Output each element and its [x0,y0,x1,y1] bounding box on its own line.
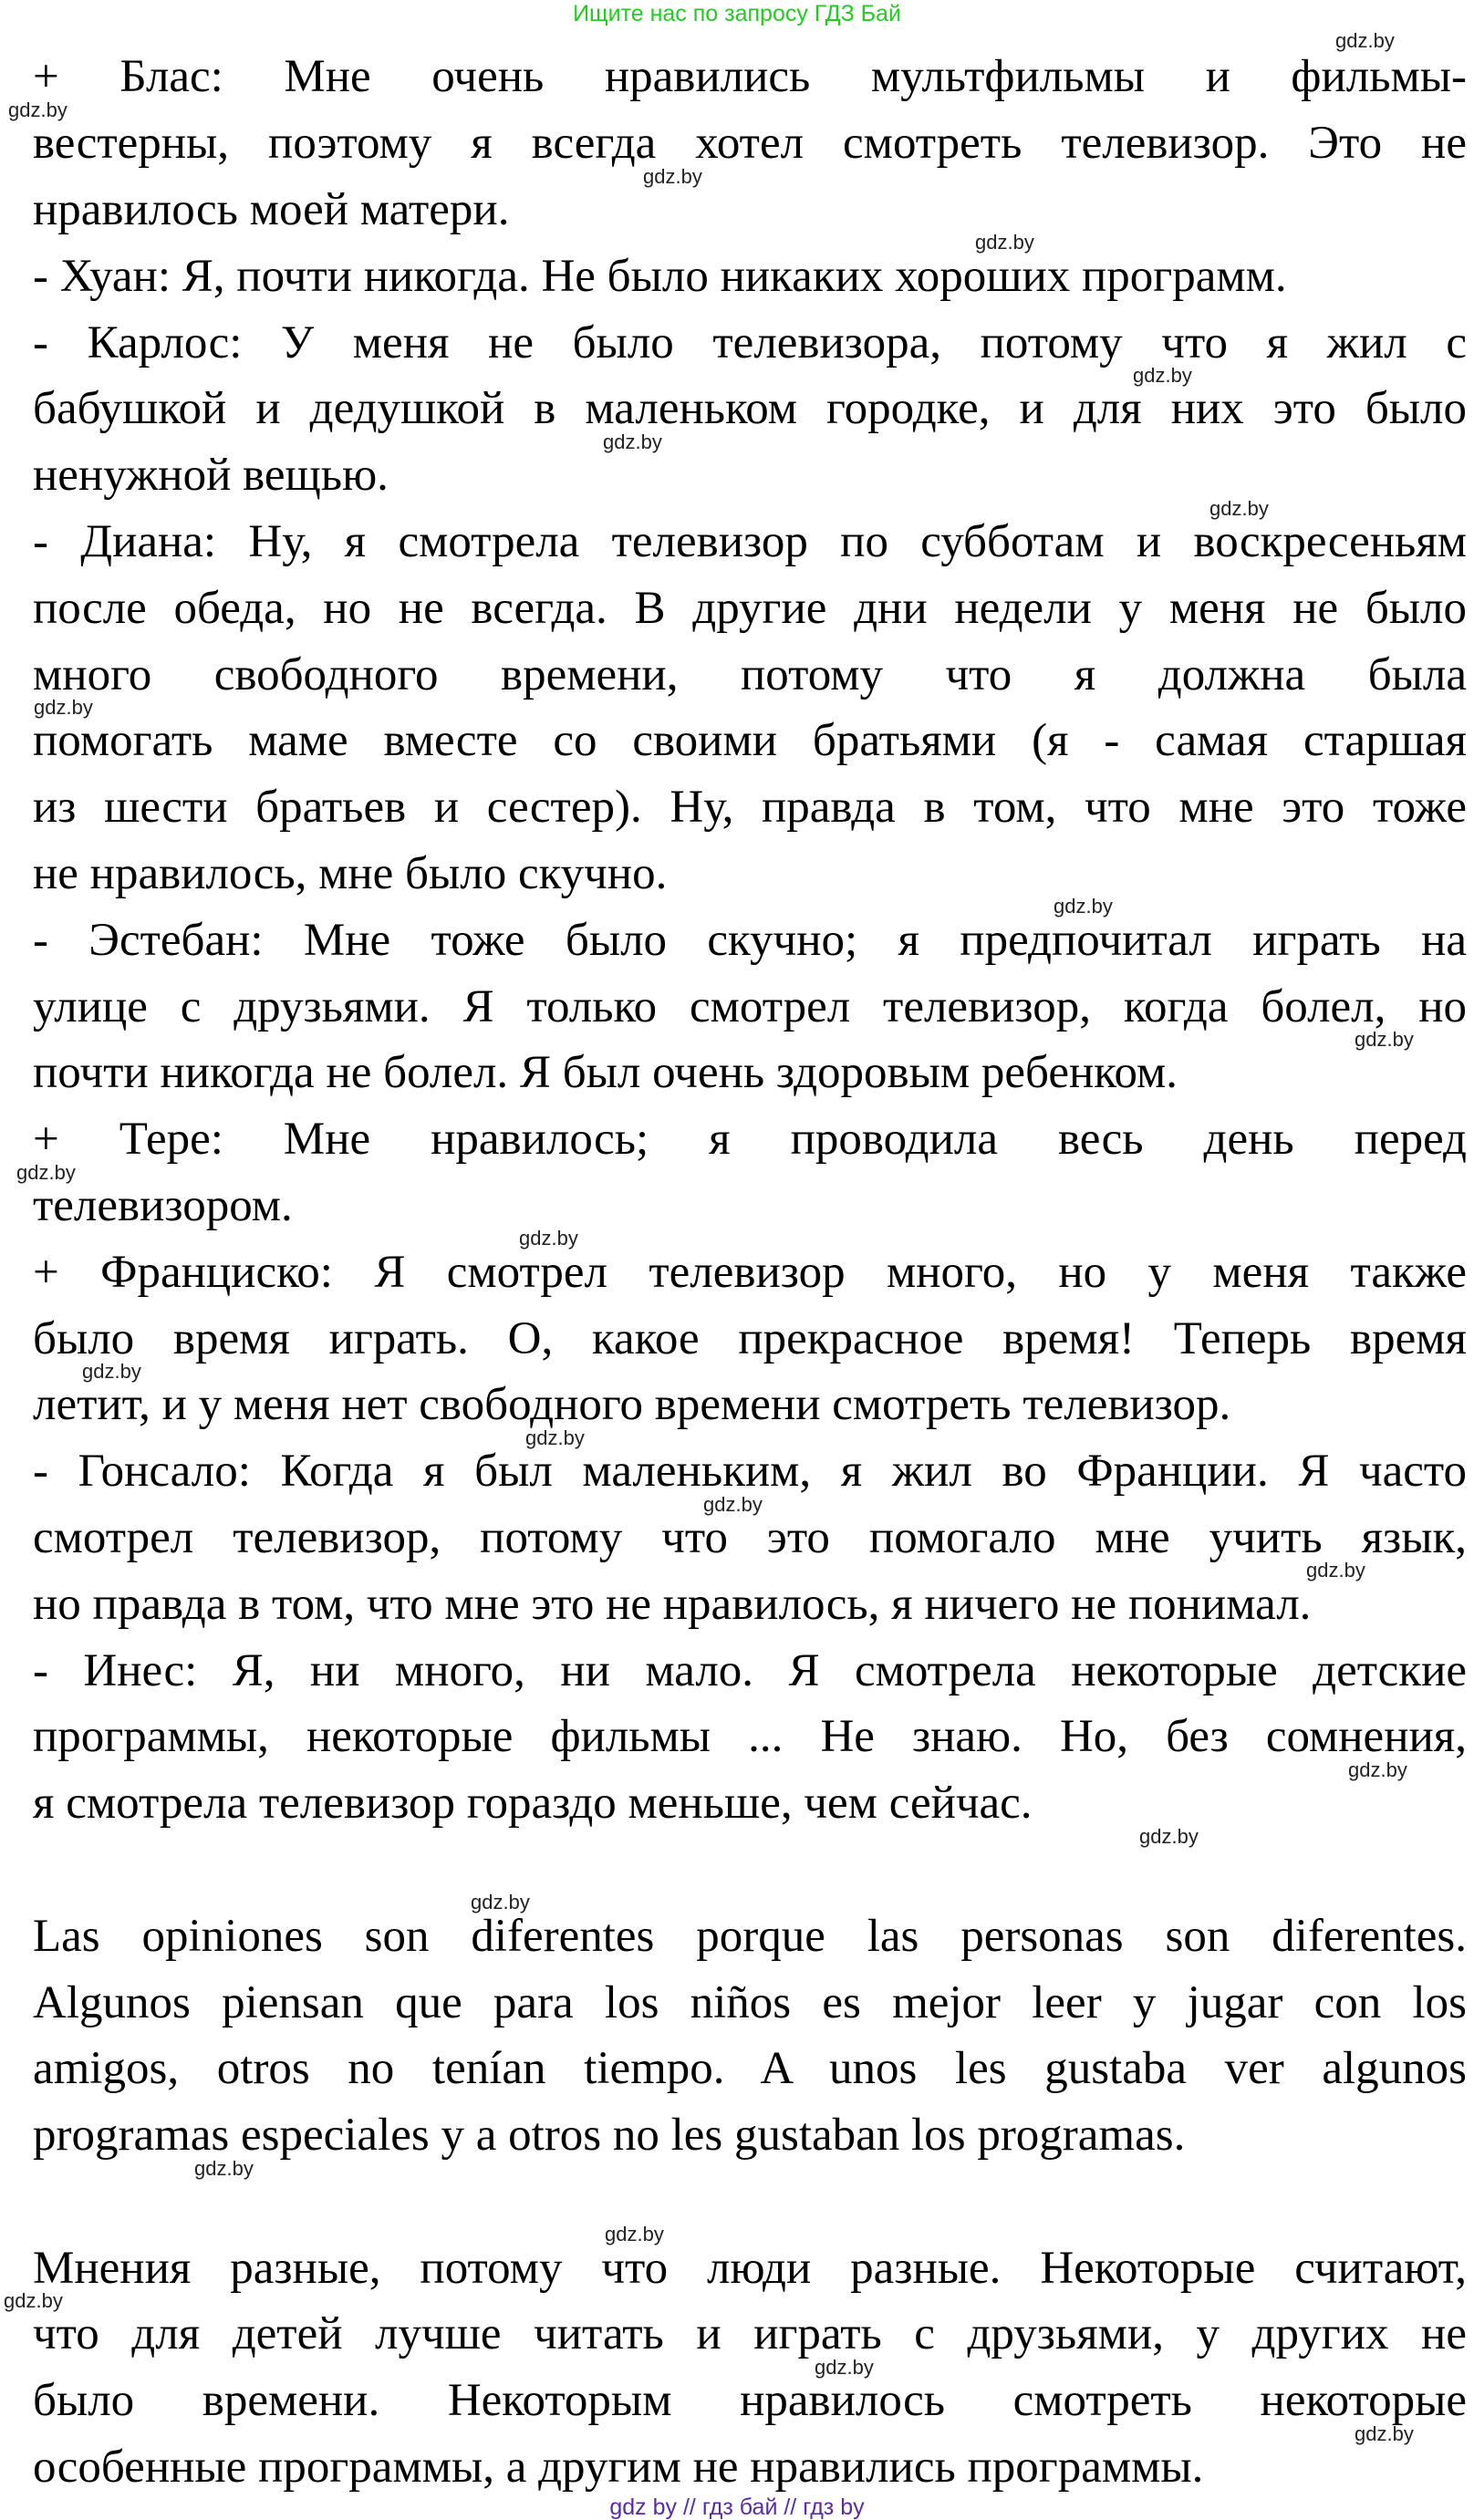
text-line: - Карлос: У меня не было телевизора, потому что я жил с [33,316,1467,368]
watermark-text: gdz.by [82,1360,141,1383]
text-line: но правда в том, что мне это не нравилось, я ничего не понимал. [33,1578,1312,1630]
watermark-text: gdz.by [471,1891,530,1914]
watermark-text: gdz.by [703,1492,763,1516]
text-line: вестерны, поэтому я всегда хотел смотреть телевизор. Это не [33,118,1467,170]
footer-banner: gdz by // гдз бай // гдз by [609,2494,865,2520]
text-row [33,2434,1467,2501]
text-line: особенные программы, а другим не нравились программы. [33,2442,1204,2494]
watermark-text: gdz.by [194,2156,254,2180]
text-line: нравилось моей матери. [33,183,510,235]
text-line: - Диана: Ну, я смотрела телевизор по субботам и воскресеньям [33,515,1467,567]
text-row [33,774,1467,841]
text-line: смотрел телевизор, потому что это помогало мне учить язык, [33,1511,1467,1563]
text-row [33,2301,1467,2368]
text-line: помогать маме вместе со своими братьями (я - самая старшая [33,715,1467,767]
watermark-text: gdz.by [975,231,1034,254]
document-body [33,44,1467,2500]
text-row [33,177,1467,244]
paragraph [33,1903,1467,2168]
text-row [33,1969,1467,2036]
text-line: Algunos piensan que para los niños es mejor leer y jugar con los [33,1976,1467,2028]
text-row [33,907,1467,973]
text-row [33,841,1467,907]
text-line: из шести братьев и сестер). Ну, правда в том, что мне это тоже [33,782,1467,834]
text-line: ненужной вещью. [33,450,389,502]
text-row [33,641,1467,708]
text-line: было времени. Некоторым нравилось смотреть некоторые [33,2375,1467,2427]
watermark-text: gdz.by [4,2289,63,2313]
text-row [33,309,1467,376]
header-banner: Ищите нас по запросу ГДЗ Бай [573,1,901,26]
text-line: программы, некоторые фильмы ... Не знаю. Но, без сомнения, [33,1711,1467,1763]
text-line: + Блас: Мне очень нравились мультфильмы и фильмы- [33,51,1467,103]
text-row [33,1239,1467,1305]
text-row [33,1637,1467,1704]
watermark-text: gdz.by [519,1227,578,1250]
watermark-text: gdz.by [34,696,93,719]
text-row [33,44,1467,110]
text-line: - Эстебан: Мне тоже было скучно; я предпочитал играть на [33,914,1467,966]
text-row [33,1903,1467,1969]
text-line: не нравилось, мне было скучно. [33,847,668,899]
watermark-text: gdz.by [1139,1824,1199,1848]
text-row [33,973,1467,1040]
watermark-text: gdz.by [1355,1028,1414,1051]
text-row [33,1040,1467,1106]
paragraph [33,44,1467,1837]
text-line: летит, и у меня нет свободного времени смотреть телевизор. [33,1379,1231,1431]
watermark-text: gdz.by [1306,1559,1365,1582]
text-line: Мнения разные, потому что люди разные. Некоторые считают, [33,2242,1467,2294]
text-row [33,2368,1467,2434]
text-line: Las opiniones son diferentes porque las personas son diferentes. [33,1910,1467,1962]
text-line: телевизором. [33,1179,293,1231]
watermark-text: gdz.by [815,2356,874,2379]
watermark-text: gdz.by [1209,496,1269,520]
watermark-text: gdz.by [1355,2421,1414,2445]
text-line: - Хуан: Я, почти никогда. Не было никаких хороших программ. [33,250,1287,302]
text-row [33,1106,1467,1173]
text-row [33,1305,1467,1372]
text-line: я смотрела телевизор гораздо меньше, чем сейчас. [33,1778,1033,1830]
watermark-text: gdz.by [643,164,702,188]
text-row [33,1372,1467,1438]
paragraph [33,2235,1467,2500]
text-line: много свободного времени, потому что я должна была [33,648,1467,700]
watermark-text: gdz.by [1133,364,1192,387]
text-row [33,2235,1467,2301]
text-row [33,708,1467,774]
text-row [33,575,1467,641]
watermark-text: gdz.by [1335,29,1395,52]
watermark-text: gdz.by [603,430,662,453]
watermark-text: gdz.by [16,1160,76,1184]
watermark-text: gdz.by [1348,1758,1407,1781]
text-line: что для детей лучше читать и играть с друзьями, у других не [33,2308,1467,2360]
text-line: после обеда, но не всегда. В другие дни недели у меня не было [33,582,1467,634]
paragraph-gap [33,1837,1467,1903]
text-row [33,2036,1467,2102]
text-line: + Франциско: Я смотрел телевизор много, но у меня также [33,1246,1467,1298]
text-line: programas especiales y a otros no les gustaban los programas. [33,2110,1186,2162]
watermark-text: gdz.by [1054,895,1113,918]
text-line: почти никогда не болел. Я был очень здоровым ребенком. [33,1047,1178,1099]
text-line: amigos, otros no tenían tiempo. A unos les gustaba ver algunos [33,2043,1467,2095]
text-line: - Инес: Я, ни много, ни мало. Я смотрела некоторые детские [33,1644,1467,1696]
text-row [33,243,1467,309]
watermark-text: gdz.by [605,2223,664,2246]
text-row [33,1173,1467,1239]
text-line: бабушкой и дедушкой в маленьком городке, и для них это было [33,383,1467,435]
watermark-text: gdz.by [525,1426,585,1449]
watermark-text: gdz.by [8,98,67,121]
text-row [33,1704,1467,1770]
text-row [33,376,1467,442]
text-row [33,1770,1467,1837]
text-line: - Гонсало: Когда я был маленьким, я жил во Франции. Я часто [33,1446,1467,1498]
text-line: было время играть. О, какое прекрасное время! Теперь время [33,1312,1467,1364]
text-row [33,110,1467,177]
text-line: + Тере: Мне нравилось; я проводила весь день перед [33,1114,1467,1166]
text-line: улице с друзьями. Я только смотрел телевизор, когда болел, но [33,980,1467,1032]
text-row [33,1571,1467,1637]
